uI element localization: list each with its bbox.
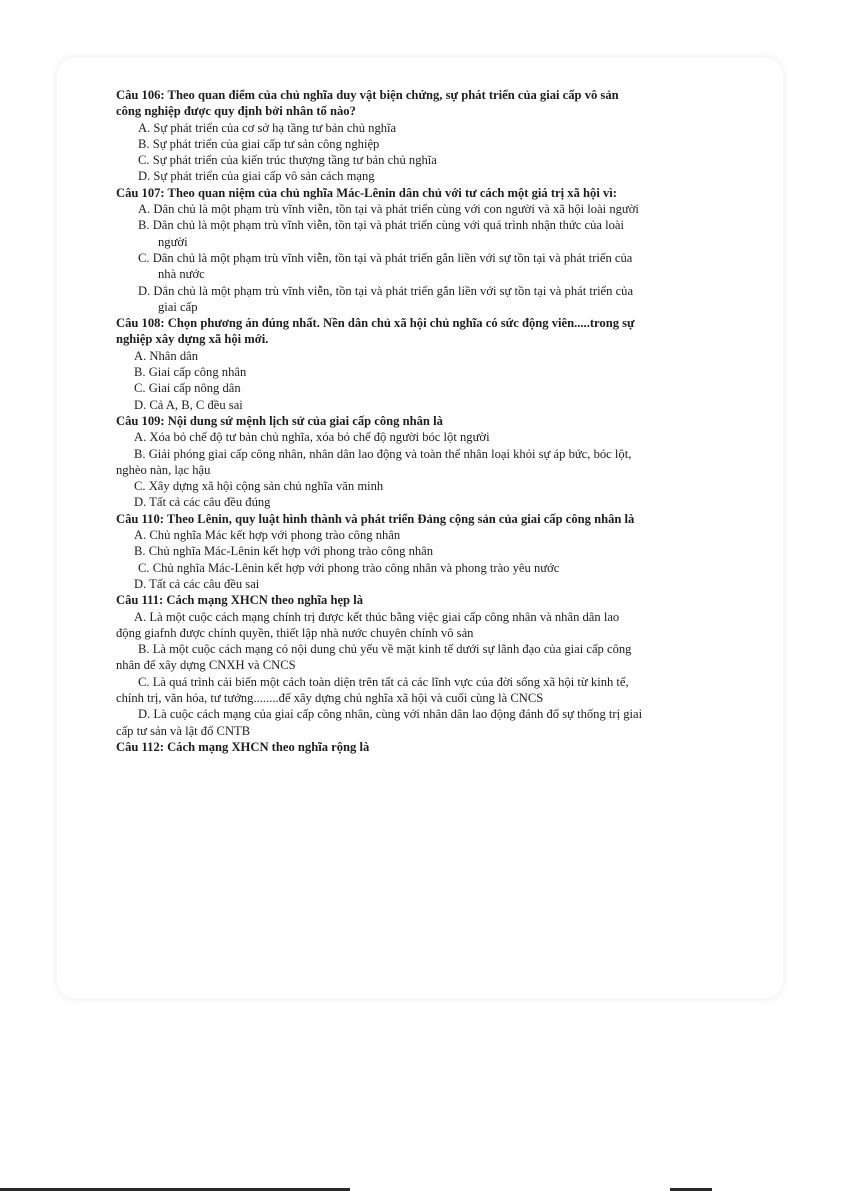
question-107: Câu 107: Theo quan niệm của chủ nghĩa Mác-Lênin dân chủ với tư cách một giá trị xã hội vì: (116, 185, 617, 200)
option-110-d: D. Tất cả các câu đều sai (134, 576, 260, 591)
question-111: Câu 111: Cách mạng XHCN theo nghĩa hẹp là (116, 593, 364, 608)
option-106-c: C. Sự phát triển của kiến trúc thượng tầng tư bản chủ nghĩa (138, 153, 437, 168)
option-106-b: B. Sự phát triển của giai cấp tư sản công nghiệp (138, 136, 380, 151)
option-109-d: D. Tất cả các câu đều đúng (134, 495, 271, 510)
option-107-c: C. Dân chủ là một phạm trù vĩnh viễn, tồn tại và phát triển gắn liền với sự tồn tại và phát triển của nhà nước (138, 250, 633, 282)
question-109: Câu 109: Nội dung sứ mệnh lịch sử của giai cấp công nhân là (116, 413, 443, 428)
option-109-b: B. Giải phóng giai cấp công nhân, nhân dân lao động và toàn thể nhân loại khỏi sự áp bức, bóc lột, nghèo nàn, lạc hậu (116, 446, 632, 477)
option-108-a: A. Nhân dân (134, 348, 199, 363)
option-111-d: D. Là cuộc cách mạng của giai cấp công nhân, cùng với nhân dân lao động đánh đổ sự thống trị giai cấp tư sản và lật đổ CNTB (116, 707, 643, 738)
question-108: Câu 108: Chọn phương án đúng nhất. Nền dân chủ xã hội chủ nghĩa có sức động viên.....trong sự nghiệp xây dựng xã hội mới. (116, 316, 635, 347)
option-107-a: A. Dân chủ là một phạm trù vĩnh viễn, tồn tại và phát triển cùng với con người và xã hội loài người (138, 202, 639, 217)
option-110-b: B. Chủ nghĩa Mác-Lênin kết hợp với phong trào công nhân (134, 544, 434, 559)
question-106: Câu 106: Theo quan điểm của chủ nghĩa duy vật biện chứng, sự phát triển của giai cấp vô sản công nghiệp được quy định bởi nhân tố nào? (116, 88, 619, 119)
option-108-d: D. Cả A, B, C đều sai (134, 397, 243, 412)
document-body (116, 87, 646, 755)
option-108-c: C. Giai cấp nông dân (134, 381, 241, 396)
option-111-c: C. Là quá trình cải biến một cách toàn diện trên tất cả các lĩnh vực của đời sống xã hội từ kinh tế, chính trị, văn hóa, tư tưởng........để xây dựng chủ nghĩa xã hội và cuối cùng là CNCS (116, 674, 629, 705)
question-112: Câu 112: Cách mạng XHCN theo nghĩa rộng là (116, 739, 370, 754)
option-110-a: A. Chủ nghĩa Mác kết hợp với phong trào công nhân (134, 528, 401, 543)
option-109-a: A. Xóa bỏ chế độ tư bản chủ nghĩa, xóa bỏ chế độ người bóc lột người (134, 430, 490, 445)
option-108-b: B. Giai cấp công nhân (134, 365, 247, 380)
question-110: Câu 110: Theo Lênin, quy luật hình thành và phát triển Đảng cộng sản của giai cấp công nhân là (116, 511, 635, 526)
option-111-b: B. Là một cuộc cách mạng có nội dung chủ yếu về mặt kinh tế dưới sự lãnh đạo của giai cấp công nhân để xây dựng CNXH và CNCS (116, 642, 632, 673)
option-107-d: D. Dân chủ là một phạm trù vĩnh viễn, tồn tại và phát triển gắn liền với sự tồn tại và phát triển của giai cấp (138, 283, 634, 314)
option-109-c: C. Xây dựng xã hội cộng sản chủ nghĩa văn minh (134, 479, 384, 494)
option-106-a: A. Sự phát triển của cơ sở hạ tầng tư bản chủ nghĩa (138, 120, 397, 135)
option-106-d: D. Sự phát triển của giai cấp vô sản cách mạng (138, 169, 375, 184)
option-111-a: A. Là một cuộc cách mạng chính trị được kết thúc bằng việc giai cấp công nhân và nhân dân lao động giafnh được chính quyền, thiết lập nhà nước chuyên chính vô sản (116, 609, 620, 640)
option-110-c: C. Chủ nghĩa Mác-Lênin kết hợp với phong trào công nhân và phong trào yêu nước (138, 560, 560, 575)
option-107-b: B. Dân chủ là một phạm trù vĩnh viễn, tồn tại và phát triển cùng với quá trình nhận thức của loài người (138, 218, 624, 249)
